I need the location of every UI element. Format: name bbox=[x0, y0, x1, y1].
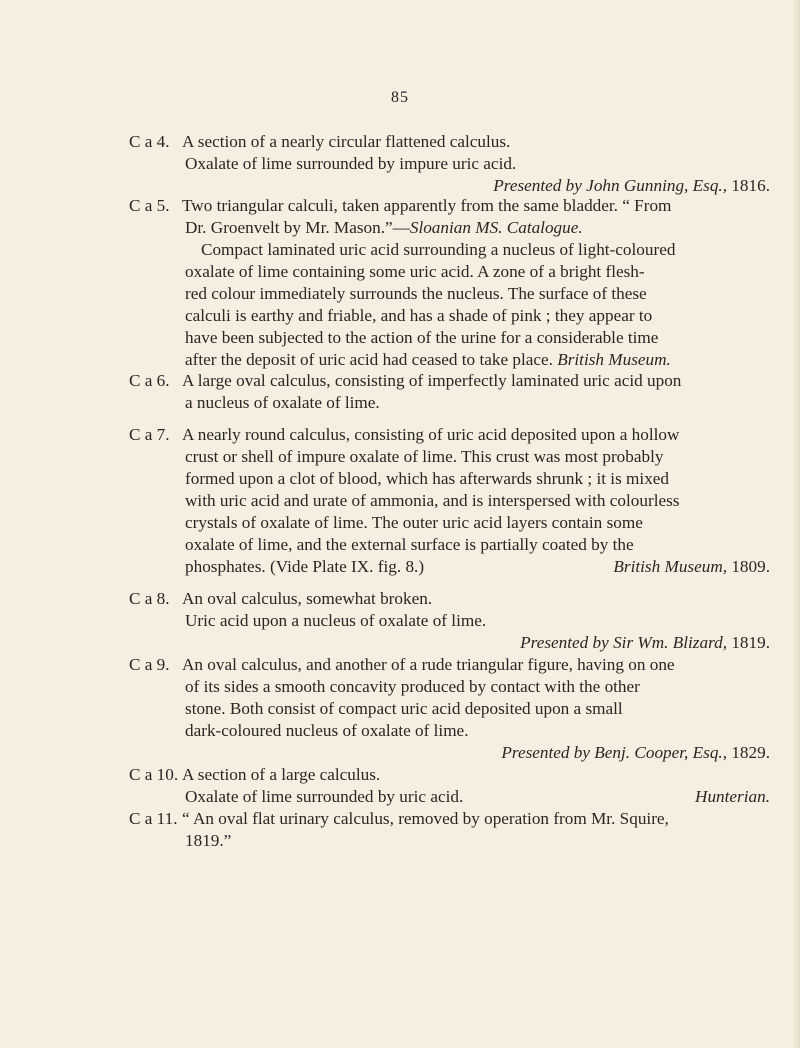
entry-text: Dr. Groenvelt by Mr. Mason.”— bbox=[185, 218, 410, 237]
entry-text: A large oval calculus, consisting of imperfectly laminated uric acid upon bbox=[182, 371, 682, 390]
source-reference: Hunterian. bbox=[695, 787, 770, 806]
entry-text: 1819.” bbox=[185, 831, 232, 850]
entry-text: An oval calculus, somewhat broken. bbox=[182, 589, 433, 608]
presented-by: Presented by Sir Wm. Blizard, bbox=[520, 633, 728, 652]
presentation-line bbox=[129, 742, 777, 764]
presentation-year: 1829. bbox=[731, 743, 770, 762]
catalogue-entry bbox=[129, 588, 777, 654]
entry-text: have been subjected to the action of the urine for a considerable time bbox=[185, 328, 659, 347]
entry-text: Oxalate of lime surrounded by impure uric acid. bbox=[185, 154, 517, 173]
presentation-year: 1819. bbox=[731, 633, 770, 652]
entry-text: Uric acid upon a nucleus of oxalate of lime. bbox=[185, 611, 487, 630]
entry-text: after the deposit of uric acid had ceased to take place. bbox=[185, 350, 553, 369]
entry-id: C a 6. bbox=[129, 371, 170, 390]
entry-text: crystals of oxalate of lime. The outer uric acid layers contain some bbox=[185, 513, 643, 532]
acquisition-year: 1809. bbox=[731, 557, 770, 576]
presentation-line bbox=[129, 632, 777, 654]
entry-text: An oval calculus, and another of a rude triangular figure, having on one bbox=[182, 655, 675, 674]
entry-id: C a 11. bbox=[129, 809, 178, 828]
presented-by: Presented by Benj. Cooper, Esq., bbox=[501, 743, 728, 762]
catalogue-entry bbox=[129, 424, 777, 578]
entry-text: Compact laminated uric acid surrounding a nucleus of light-coloured bbox=[201, 240, 676, 259]
presented-by: Presented by John Gunning, Esq., bbox=[493, 176, 728, 195]
entry-id: C a 5. bbox=[129, 196, 170, 215]
entry-text: formed upon a clot of blood, which has afterwards shrunk ; it is mixed bbox=[185, 469, 670, 488]
entry-text: phosphates. (Vide Plate IX. fig. 8.) bbox=[185, 557, 425, 576]
entry-id: C a 9. bbox=[129, 655, 170, 674]
entry-text: Two triangular calculi, taken apparently from the same bladder. “ From bbox=[182, 196, 672, 215]
entry-text: dark-coloured nucleus of oxalate of lime. bbox=[185, 721, 469, 740]
museum-source: British Museum, bbox=[613, 557, 728, 576]
entry-text: red colour immediately surrounds the nucleus. The surface of these bbox=[185, 284, 647, 303]
entry-text: A section of a large calculus. bbox=[182, 765, 381, 784]
entry-text: oxalate of lime containing some uric acid. A zone of a bright flesh- bbox=[185, 262, 645, 281]
presentation-year: 1816. bbox=[731, 176, 770, 195]
entry-text: A nearly round calculus, consisting of uric acid deposited upon a hollow bbox=[182, 425, 680, 444]
entry-text: a nucleus of oxalate of lime. bbox=[185, 393, 380, 412]
entry-id: C a 7. bbox=[129, 425, 170, 444]
entry-text: A section of a nearly circular flattened calculus. bbox=[182, 132, 511, 151]
page-number: 85 bbox=[391, 89, 409, 106]
catalogue-entry bbox=[129, 764, 777, 808]
page-edge bbox=[792, 0, 800, 1048]
entry-text: oxalate of lime, and the external surface is partially coated by the bbox=[185, 535, 634, 554]
entry-id: C a 8. bbox=[129, 589, 170, 608]
catalogue-entry bbox=[129, 131, 777, 197]
entry-text: crust or shell of impure oxalate of lime. This crust was most probably bbox=[185, 447, 664, 466]
entry-text: stone. Both consist of compact uric acid deposited upon a small bbox=[185, 699, 623, 718]
entry-text: of its sides a smooth concavity produced by contact with the other bbox=[185, 677, 640, 696]
catalogue-entry bbox=[129, 654, 777, 764]
source-reference: Sloanian MS. Catalogue. bbox=[409, 218, 583, 237]
catalogue-entry bbox=[129, 808, 777, 852]
entry-text: calculi is earthy and friable, and has a shade of pink ; they appear to bbox=[185, 306, 653, 325]
entry-text: “ An oval flat urinary calculus, removed by operation from Mr. Squire, bbox=[182, 809, 669, 828]
entry-id: C a 4. bbox=[129, 132, 170, 151]
museum-source: British Museum. bbox=[557, 350, 671, 369]
catalogue-entry bbox=[129, 195, 777, 371]
entry-id: C a 10. bbox=[129, 765, 179, 784]
catalogue-entry bbox=[129, 370, 777, 414]
entry-text: with uric acid and urate of ammonia, and is interspersed with colourless bbox=[185, 491, 680, 510]
entry-text: Oxalate of lime surrounded by uric acid. bbox=[185, 787, 464, 806]
presentation-line bbox=[129, 175, 777, 197]
